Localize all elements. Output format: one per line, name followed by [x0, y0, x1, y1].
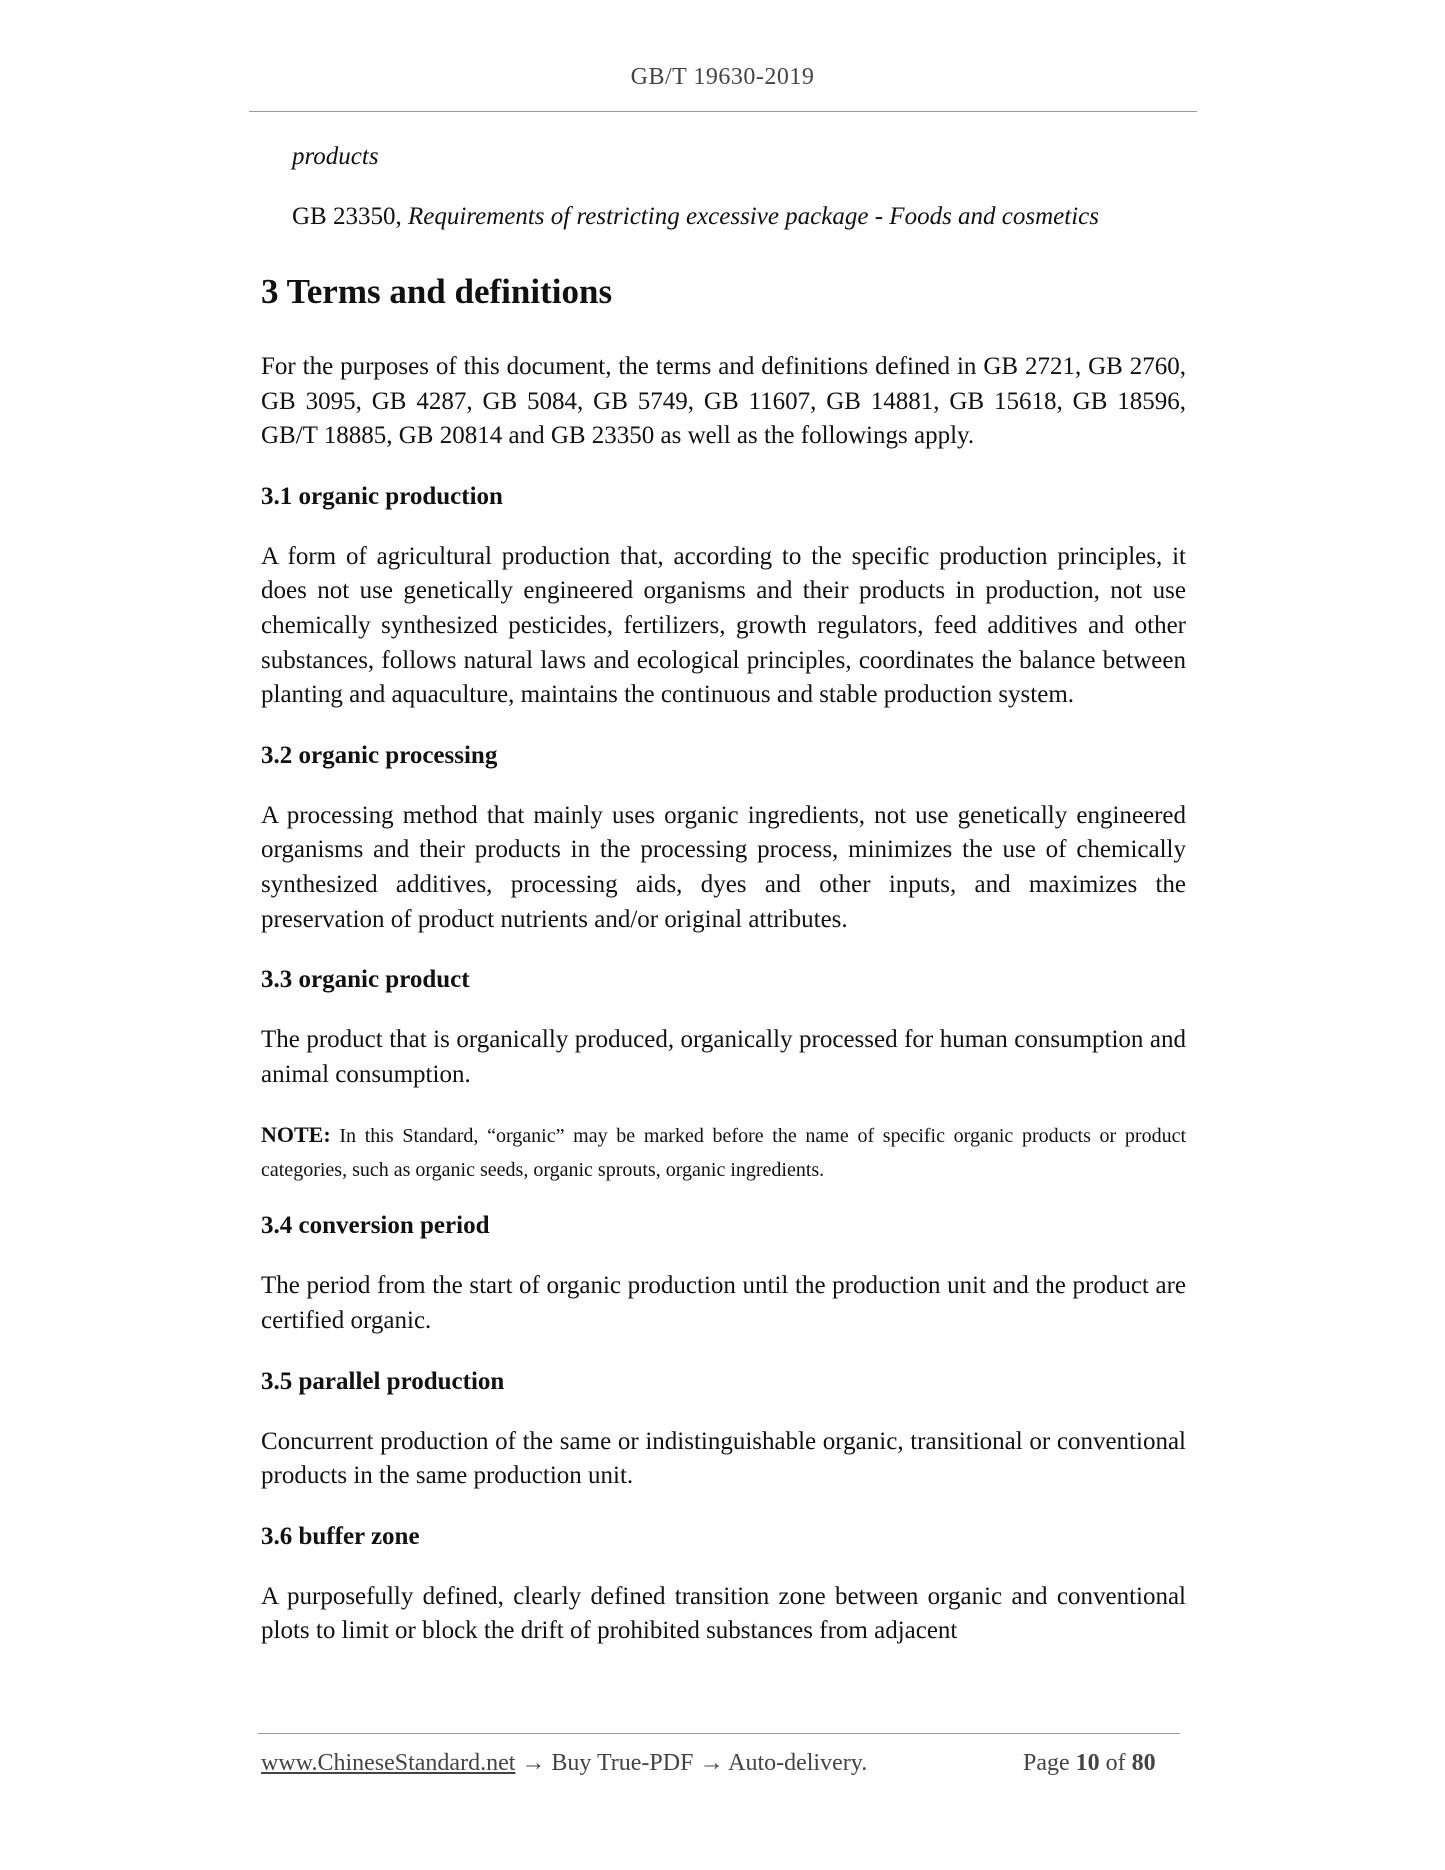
reference-title: Requirements of restricting excessive package - Foods and cosmetics — [407, 203, 1099, 230]
term-definition-3-2: A processing method that mainly uses organic ingredients, not use genetically engineered organisms and their products in the processing process, minimizes the use of chemically synthesized additives, processing aids, dyes and other inputs, and maximizes the preservation of product nutrients and/or original attributes. — [261, 801, 1186, 933]
footer-promo — [261, 1750, 867, 1777]
site-link[interactable]: www.ChineseStandard.net — [261, 1750, 516, 1776]
note-label: NOTE: — [261, 1122, 331, 1148]
term-title-3-2: 3.2 organic processing — [261, 741, 498, 769]
term-title-3-6: 3.6 buffer zone — [261, 1522, 420, 1550]
footer-tagline: → Buy True-PDF → Auto-delivery. — [515, 1750, 868, 1776]
page-indicator — [1023, 1750, 1156, 1777]
reference-continuation — [292, 140, 1186, 174]
page-content — [261, 140, 1186, 1675]
reference-code: GB 23350, — [292, 203, 408, 230]
term-definition-3-6: A purposefully defined, clearly defined transition zone between organic and conventional plots to limit or block the drift of prohibited substances from adjacent — [261, 1582, 1186, 1645]
reference-gb-23350 — [292, 200, 1186, 234]
reference-continuation-text: products — [292, 143, 379, 170]
term-definition-3-3: The product that is organically produced, organically processed for human consumption and animal consumption. — [261, 1026, 1186, 1088]
section-intro: For the purposes of this document, the terms and definitions defined in GB 2721, GB 2760, GB 3095, GB 4287, GB 5084, GB 5749, GB 11607, GB 14881, GB 15618, GB 18596, GB/T 18885, GB 20814 and GB 23350 as well as the followings apply. — [261, 353, 1186, 450]
header-standard-id: GB/T 19630-2019 — [630, 64, 815, 90]
total-pages: 80 — [1131, 1750, 1156, 1776]
term-title-3-4: 3.4 conversion period — [261, 1212, 490, 1240]
note-text: In this Standard, “organic” may be marked before the name of specific organic products or product categories, such as organic seeds, organic sprouts, organic ingredients. — [261, 1125, 1186, 1182]
term-definition-3-5: Concurrent production of the same or indistinguishable organic, transitional or conventional products in the same production unit. — [261, 1427, 1186, 1490]
term-definition-3-4: The period from the start of organic production until the production unit and the product are certified organic. — [261, 1272, 1186, 1334]
page-label: Page — [1023, 1750, 1076, 1776]
footer-divider — [258, 1733, 1180, 1734]
term-title-3-3: 3.3 organic product — [261, 966, 470, 994]
term-title-3-5: 3.5 parallel production — [261, 1367, 505, 1395]
note-3-3 — [261, 1118, 1186, 1187]
term-definition-3-1: A form of agricultural production that, according to the specific production principles, it does not use genetically engineered organisms and their products in production, not use chemically synthesized pesticides, fertilizers, growth regulators, feed additives and other substances, follows natural laws and ecological principles, coordinates the balance between planting and aquaculture, maintains the continuous and stable production system. — [261, 542, 1186, 709]
header-divider — [249, 111, 1197, 112]
of-label: of — [1099, 1750, 1132, 1776]
section-heading: 3 Terms and definitions — [261, 272, 613, 311]
term-title-3-1: 3.1 organic production — [261, 482, 503, 510]
current-page-number: 10 — [1075, 1750, 1100, 1776]
